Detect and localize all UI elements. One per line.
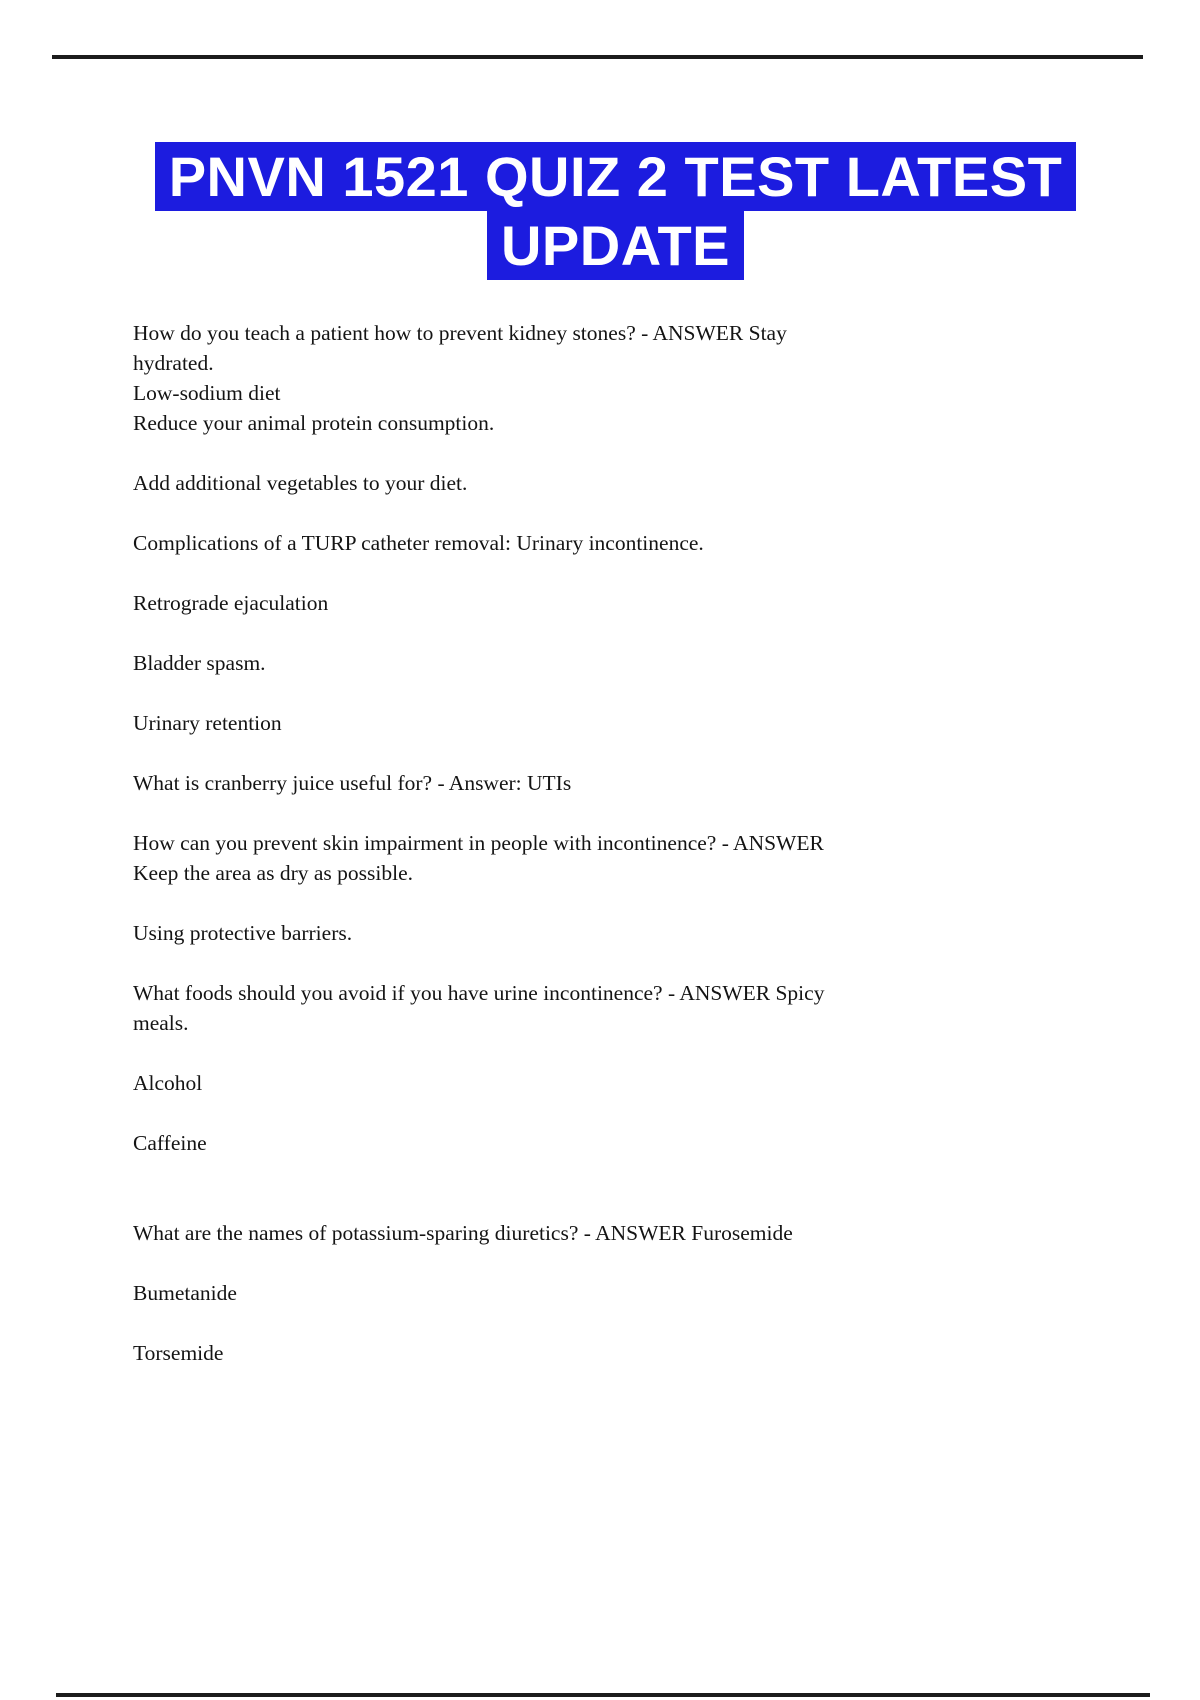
qa-paragraph: Retrograde ejaculation	[133, 591, 329, 615]
qa-paragraph: What foods should you avoid if you have urine incontinence? - ANSWER Spicy meals.	[133, 981, 825, 1035]
qa-paragraph: What are the names of potassium-sparing diuretics? - ANSWER Furosemide	[133, 1221, 793, 1245]
document-body	[133, 318, 1098, 1368]
qa-paragraph: What is cranberry juice useful for? - Answer: UTIs	[133, 771, 572, 795]
qa-paragraph: Complications of a TURP catheter removal: Urinary incontinence.	[133, 531, 704, 555]
qa-paragraph: Bladder spasm.	[133, 651, 266, 675]
qa-paragraph: How can you prevent skin impairment in people with incontinence? - ANSWER Keep the area as dry as possible.	[133, 831, 824, 885]
qa-paragraph: Add additional vegetables to your diet.	[133, 471, 468, 495]
page-title-line-1: PNVN 1521 QUIZ 2 TEST LATEST	[155, 142, 1077, 211]
qa-paragraph: Torsemide	[133, 1341, 224, 1365]
page-title-line-2: UPDATE	[487, 211, 744, 280]
qa-paragraph: Alcohol	[133, 1071, 203, 1095]
qa-paragraph: Urinary retention	[133, 711, 282, 735]
qa-paragraph: Caffeine	[133, 1131, 207, 1155]
bottom-rule	[56, 1693, 1150, 1697]
qa-paragraph: Using protective barriers.	[133, 921, 353, 945]
qa-paragraph: Bumetanide	[133, 1281, 237, 1305]
page-title	[133, 142, 1098, 280]
qa-paragraph: How do you teach a patient how to prevent kidney stones? - ANSWER Stay hydrated. Low-sodium diet Reduce your animal protein consumption.	[133, 321, 787, 435]
top-rule	[52, 55, 1143, 59]
